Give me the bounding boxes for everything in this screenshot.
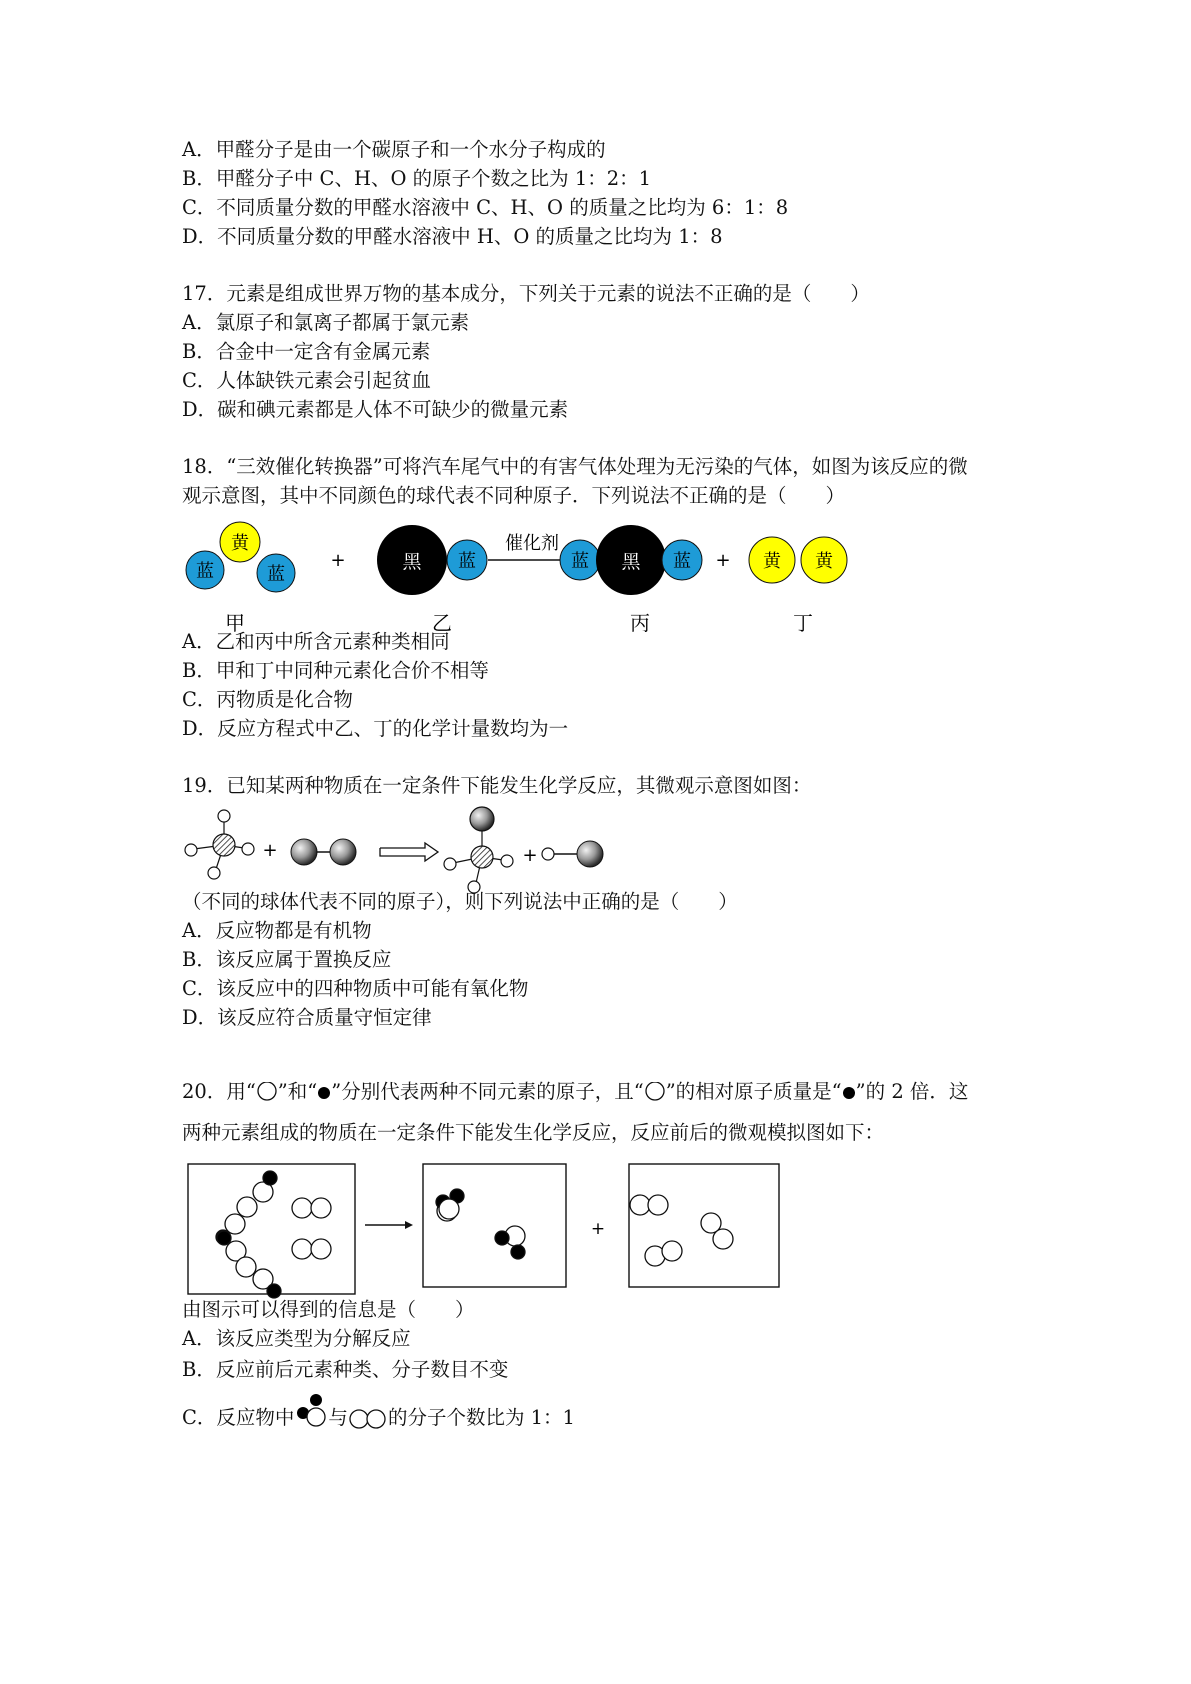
label-bing: 丙 [630,611,650,635]
q19-stem: 19．已知某两种物质在一定条件下能发生化学反应，其微观示意图如图： [182,774,812,797]
q17-option-a: A．氯原子和氯离子都属于氯元素 [182,311,470,334]
q17-option-b: B．合金中一定含有金属元素 [182,340,431,363]
label-jia: 甲 [225,611,245,635]
molecule-bw-icon [294,1392,328,1432]
svg-text:蓝: 蓝 [571,551,589,572]
molecule-product-1 [444,807,513,893]
plus-sign: + [262,840,278,861]
black-atom-icon [842,1086,856,1100]
q19-option-c: C．该反应中的四种物质中可能有氧化物 [182,977,529,1000]
svg-text:蓝: 蓝 [196,561,214,582]
plus-sign: + [715,550,731,571]
molecule-jia [186,522,295,592]
q18-option-d: D．反应方程式中乙、丁的化学计量数均为一 [182,717,569,740]
q19-reaction-diagram [180,803,650,895]
q20-option-a: A．该反应类型为分解反应 [182,1327,411,1350]
product-box-1 [423,1164,566,1287]
svg-text:蓝: 蓝 [673,551,691,572]
molecule-yi [377,525,487,595]
svg-text:蓝: 蓝 [267,564,285,585]
q18-option-b: B．甲和丁中同种元素化合价不相等 [182,659,489,682]
q20-option-c: C．反应物中 与 的分子个数比为 1：1 [182,1405,575,1432]
molecule-ww-icon [348,1407,388,1431]
molecule-product-2 [542,841,603,867]
molecule-reactant-1 [185,810,254,879]
molecule-ding [749,537,847,583]
molecule-bing [560,525,702,595]
label-yi: 乙 [432,611,452,635]
plus-sign: + [590,1219,606,1239]
white-atom-icon [256,1082,278,1104]
q16-option-d: D．不同质量分数的甲醛水溶液中 H、O 的质量之比均为 1：8 [182,225,723,248]
label-ding: 丁 [793,611,813,635]
q17-stem: 17．元素是组成世界万物的基本成分，下列关于元素的说法不正确的是（ ） [182,282,870,305]
svg-text:黄: 黄 [815,551,833,572]
q20-option-b: B．反应前后元素种类、分子数目不变 [182,1358,509,1381]
svg-text:黄: 黄 [763,551,781,572]
q18-option-c: C．丙物质是化合物 [182,688,353,711]
q16-option-a: A．甲醛分子是由一个碳原子和一个水分子构成的 [182,138,606,161]
q20-reaction-diagram [180,1158,800,1308]
molecule-reactant-2 [291,839,356,865]
svg-text:蓝: 蓝 [458,551,476,572]
svg-text:黑: 黑 [402,551,422,573]
q20-stem-line2: 两种元素组成的物质在一定条件下能发生化学反应，反应前后的微观模拟图如下： [182,1121,885,1144]
q17-option-c: C．人体缺铁元素会引起贫血 [182,369,431,392]
q20-stem-3: 由图示可以得到的信息是（ ） [182,1298,475,1321]
q19-option-a: A．反应物都是有机物 [182,919,372,942]
q18-stem-line2: 观示意图，其中不同颜色的球代表不同种原子．下列说法不正确的是（ ） [182,484,846,507]
plus-sign: + [522,845,538,866]
white-atom-icon [644,1082,666,1104]
svg-text:黄: 黄 [231,533,249,554]
catalyst-label: 催化剂 [505,533,559,554]
q16-option-c: C．不同质量分数的甲醛水溶液中 C、H、O 的质量之比均为 6：1：8 [182,196,789,219]
reaction-arrow [365,1221,413,1229]
q19-option-b: B．该反应属于置换反应 [182,948,392,971]
svg-text:黑: 黑 [621,551,641,573]
q20-stem-line1: 20．用“ ”和“ ”分别代表两种不同元素的原子，且“ ”的相对原子质量是“ ”的 2 倍．这 [182,1080,969,1103]
q18-option-a: A．乙和丙中所含元素种类相同 [182,630,450,653]
plus-sign: + [330,550,346,571]
reaction-arrow [380,843,438,861]
q18-reaction-diagram [180,518,870,638]
q17-option-d: D．碳和碘元素都是人体不可缺少的微量元素 [182,398,569,421]
q16-option-b: B．甲醛分子中 C、H、O 的原子个数之比为 1：2：1 [182,167,652,190]
q19-option-d: D．该反应符合质量守恒定律 [182,1006,432,1029]
black-atom-icon [317,1086,331,1100]
q19-stem-2: （不同的球体代表不同的原子），则下列说法中正确的是（ ） [182,890,738,913]
q18-stem-line1: 18．“三效催化转换器”可将汽车尾气中的有害气体处理为无污染的气体，如图为该反应的微 [182,455,968,478]
